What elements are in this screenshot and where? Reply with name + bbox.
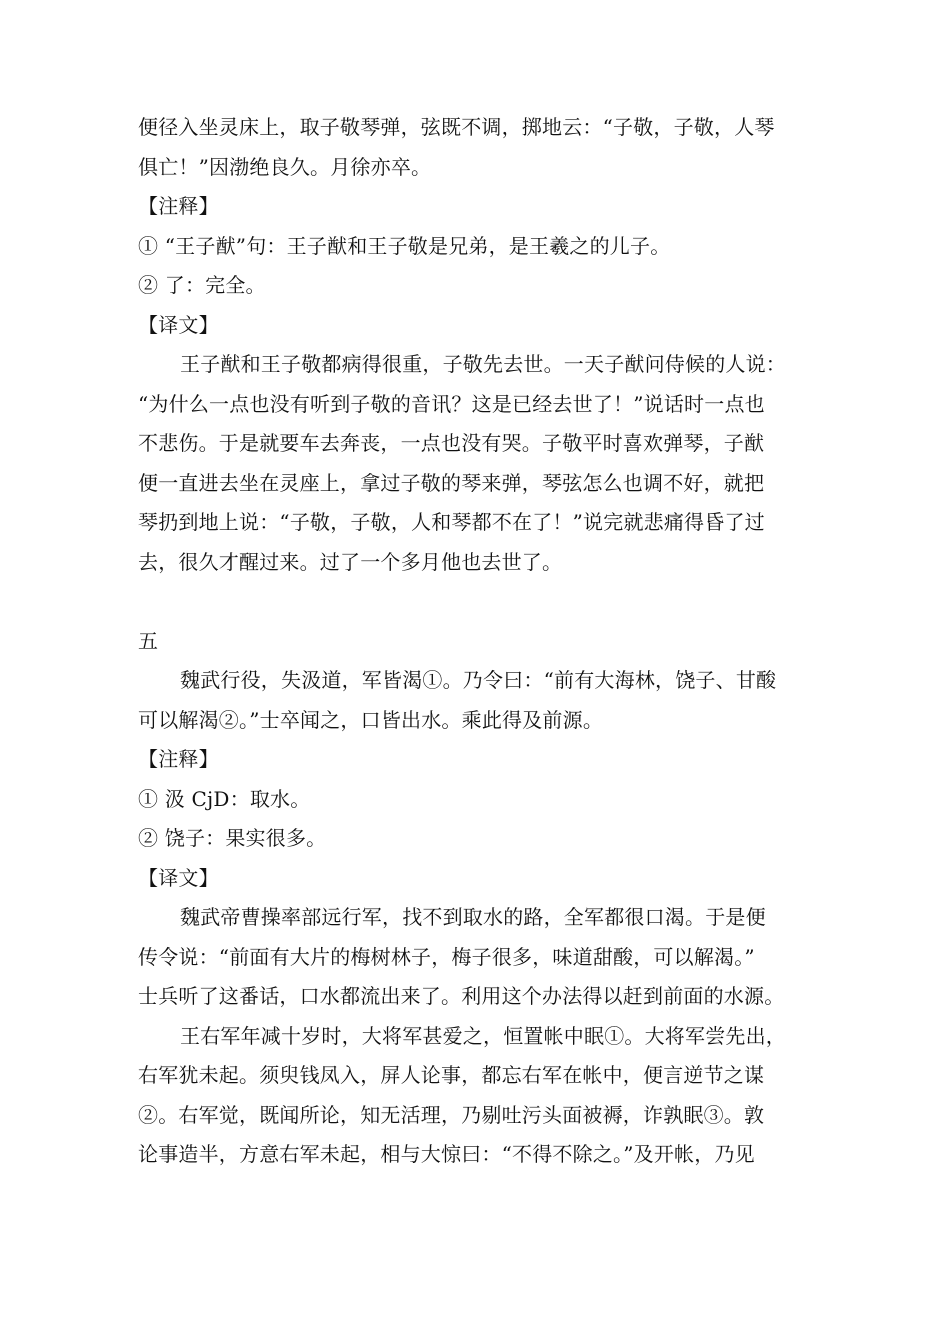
blank-line — [138, 582, 816, 622]
note-item: ② 饶子：果实很多。 — [138, 826, 327, 850]
document-page — [138, 108, 816, 1175]
text-line: 琴扔到地上说：“子敬，子敬，人和琴都不在了！”说完就悲痛得昏了过 — [138, 510, 765, 534]
text-line: 右军犹未起。须臾钱凤入，屏人论事，都忘右军在帐中，便言逆节之谋 — [138, 1063, 765, 1087]
text-line: ②。右军觉，既闻所论，知无活理，乃剔吐污头面被褥，诈孰眠③。敦 — [138, 1102, 765, 1127]
text-line: 去，很久才醒过来。过了一个多月他也去世了。 — [138, 549, 563, 574]
note-item: ② 了：完全。 — [138, 273, 266, 297]
text-line: 便一直进去坐在灵座上，拿过子敬的琴来弹，琴弦怎么也调不好，就把 — [138, 470, 765, 495]
text-line: 俱亡！”因渤绝良久。月徐亦卒。 — [138, 154, 432, 179]
text-line: 魏武行役，失汲道，军皆渴①。乃令曰：“前有大海林，饶子、甘酸 — [180, 668, 777, 692]
text-line: 传令说：“前面有大片的梅树林子，梅子很多，味道甜酸，可以解渴。” — [138, 944, 755, 969]
text-line: “为什么一点也没有听到子敬的音讯？这是已经去世了！”说话时一点也 — [138, 391, 765, 416]
section-heading-translation: 【译文】 — [138, 865, 219, 890]
section-number: 五 — [138, 628, 159, 653]
text-line: 王右军年减十岁时，大将军甚爱之，恒置帐中眠①。大将军尝先出， — [180, 1023, 786, 1048]
text-line: 魏武帝曹操率部远行军，找不到取水的路，全军都很口渴。于是便 — [180, 905, 766, 929]
section-heading-notes: 【注释】 — [138, 747, 219, 771]
text-line: 不悲伤。于是就要车去奔丧，一点也没有哭。子敬平时喜欢弹琴，子猷 — [138, 431, 765, 455]
note-item: ① “王子猷”句：王子猷和王子敬是兄弟，是王羲之的儿子。 — [138, 233, 671, 258]
text-line: 王子猷和王子敬都病得很重，子敬先去世。一天子猷问侍候的人说： — [180, 352, 786, 376]
text-line: 可以解渴②。”士卒闻之，口皆出水。乘此得及前源。 — [138, 707, 604, 732]
section-heading-notes: 【注释】 — [138, 194, 219, 218]
note-item: ① 汲 CjD：取水。 — [138, 786, 311, 811]
text-line: 士兵听了这番话，口水都流出来了。利用这个办法得以赶到前面的水源。 — [138, 984, 785, 1008]
section-heading-translation: 【译文】 — [138, 312, 219, 337]
text-line: 论事造半，方意右军未起，相与大惊曰：“不得不除之。”及开帐，乃见 — [138, 1142, 755, 1166]
text-line: 便径入坐灵床上，取子敬琴弹，弦既不调，掷地云：“子敬，子敬，人琴 — [138, 115, 775, 139]
